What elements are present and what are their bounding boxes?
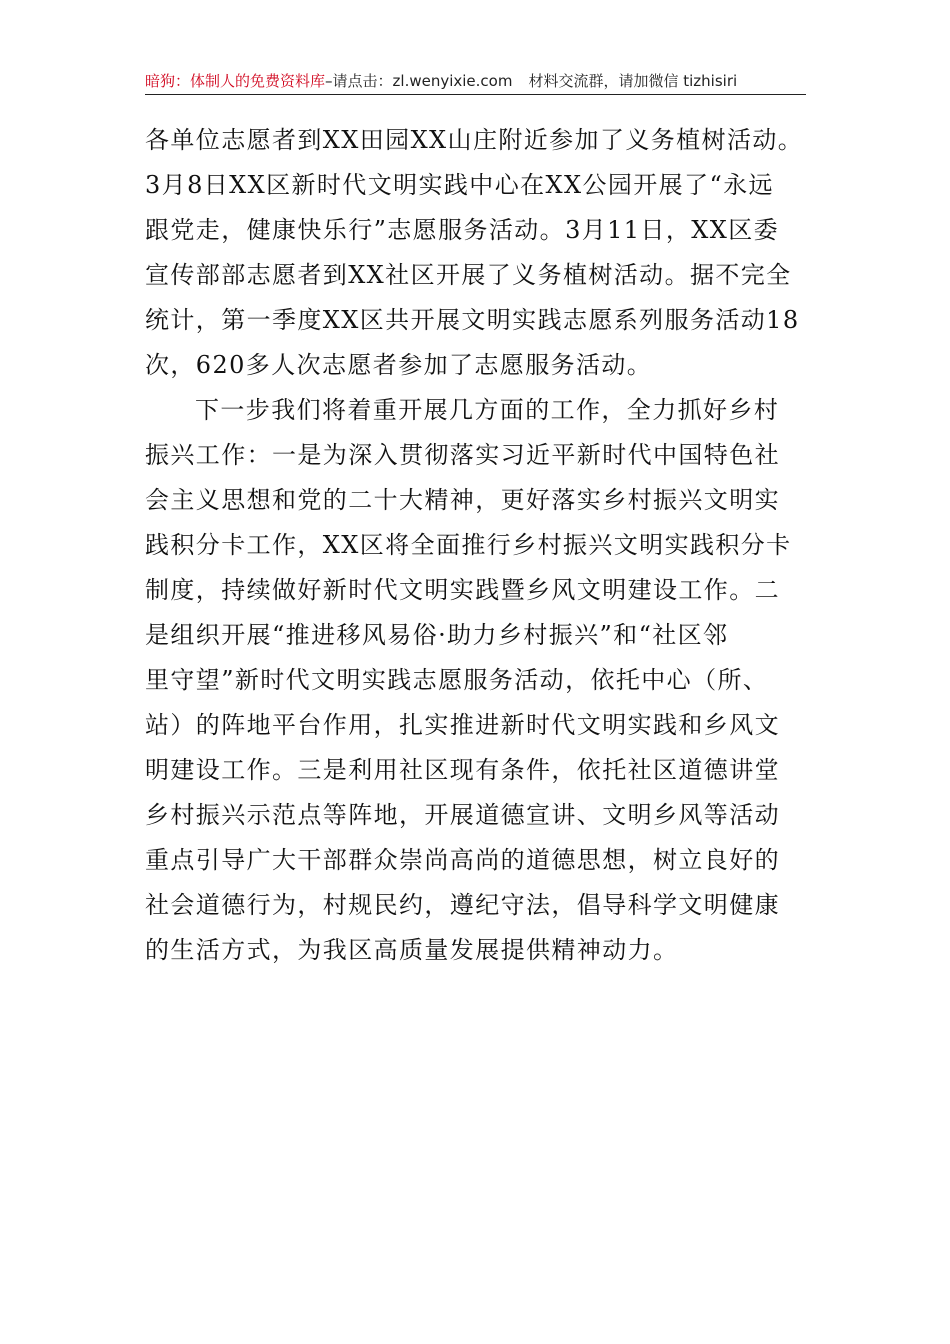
page-header [145, 70, 806, 95]
paragraph-1 [145, 118, 809, 388]
text-line: 次，620多人次志愿者参加了志愿服务活动。 [145, 351, 653, 379]
text-line: 跟党走，健康快乐行”志愿服务活动。3月11日，XX区委 [145, 216, 780, 244]
text-line: 统计，第一季度XX区共开展文明实践志愿系列服务活动18 [145, 306, 800, 334]
text-line: 里守望”新时代文明实践志愿服务活动，依托中心（所、 [145, 666, 769, 694]
text-line: 明建设工作。三是利用社区现有条件，依托社区道德讲堂 [145, 756, 780, 784]
text-line: 宣传部部志愿者到XX社区开展了义务植树活动。据不完全 [145, 261, 792, 289]
text-line: 的生活方式，为我区高质量发展提供精神动力。 [145, 936, 679, 964]
document-body [145, 118, 809, 973]
text-line: 3月8日XX区新时代文明实践中心在XX公园开展了“永远 [145, 171, 774, 199]
header-contact: 材料交流群，请加微信 tizhisiri [528, 72, 738, 90]
header-link-prefix: –请点击： [325, 72, 393, 90]
text-line: 制度，持续做好新时代文明实践暨乡风文明建设工作。二 [145, 576, 780, 604]
text-line: 会主义思想和党的二十大精神，更好落实乡村振兴文明实 [145, 486, 780, 514]
text-line: 乡村振兴示范点等阵地，开展道德宣讲、文明乡风等活动 [145, 801, 780, 829]
text-line: 社会道德行为，村规民约，遵纪守法，倡导科学文明健康 [145, 891, 780, 919]
text-line: 站）的阵地平台作用，扎实推进新时代文明实践和乡风文 [145, 711, 780, 739]
text-line: 下一步我们将着重开展几方面的工作，全力抓好乡村 [195, 396, 780, 424]
header-link-url[interactable]: zl.wenyixie.com [392, 72, 513, 90]
header-brand: 暗狗：体制人的免费资料库 [145, 72, 326, 90]
text-line: 是组织开展“推进移风易俗·助力乡村振兴”和“社区邻 [145, 621, 729, 649]
paragraph-2 [145, 388, 809, 973]
text-line: 重点引导广大干部群众崇尚高尚的道德思想，树立良好的 [145, 846, 780, 874]
text-line: 振兴工作：一是为深入贯彻落实习近平新时代中国特色社 [145, 441, 780, 469]
text-line: 各单位志愿者到XX田园XX山庄附近参加了义务植树活动。 [145, 126, 804, 154]
text-line: 践积分卡工作，XX区将全面推行乡村振兴文明实践积分卡 [145, 531, 792, 559]
